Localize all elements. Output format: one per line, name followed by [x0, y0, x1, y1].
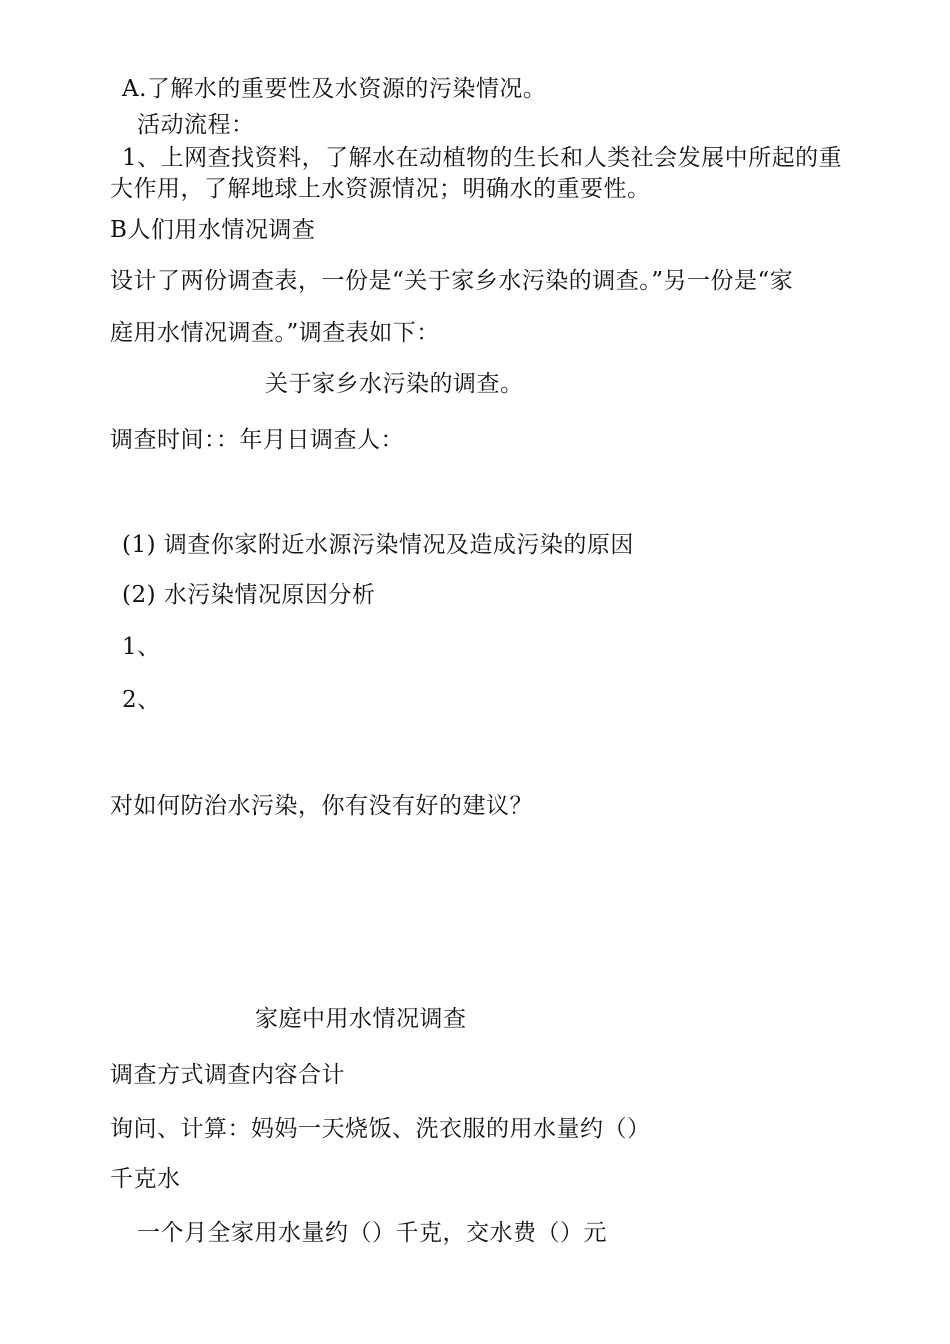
suggestion-question: 对如何防治水污染，你有没有好的建议？	[110, 793, 533, 819]
intro-text-cont: 庭用水情况调查。”调查表如下：	[110, 320, 440, 346]
survey-2-title: 家庭中用水情况调查	[255, 1006, 467, 1032]
survey-2-row-1: 询问、计算：妈妈一天烧饭、洗衣服的用水量约（）	[110, 1116, 651, 1142]
answer-item-2: 2、	[122, 687, 161, 713]
survey-2-row-1-unit: 千克水	[110, 1166, 181, 1192]
step-1-text-cont: 大作用，了解地球上水资源情况；明确水的重要性。	[110, 176, 651, 202]
answer-item-1: 1、	[122, 634, 161, 660]
section-b-heading: B人们用水情况调查	[110, 217, 316, 243]
activity-flow-label: 活动流程：	[137, 112, 255, 138]
section-a-heading: A.了解水的重要性及水资源的污染情况。	[122, 76, 547, 102]
step-1-text: 1、上网查找资料，了解水在动植物的生长和人类社会发展中所起的重	[122, 145, 843, 171]
survey-2-header: 调查方式调查内容合计	[110, 1062, 345, 1088]
survey-1-meta: 调查时间：：年月日调查人：	[110, 427, 404, 453]
survey-1-title: 关于家乡水污染的调查。	[265, 371, 524, 397]
question-2: (2) 水污染情况原因分析	[122, 582, 376, 608]
survey-2-row-2: 一个月全家用水量约（）千克，交水费（）元	[137, 1220, 607, 1246]
question-1: (1) 调查你家附近水源污染情况及造成污染的原因	[122, 532, 634, 558]
intro-text: 设计了两份调查表，一份是“关于家乡水污染的调查。”另一份是“家	[110, 268, 794, 294]
